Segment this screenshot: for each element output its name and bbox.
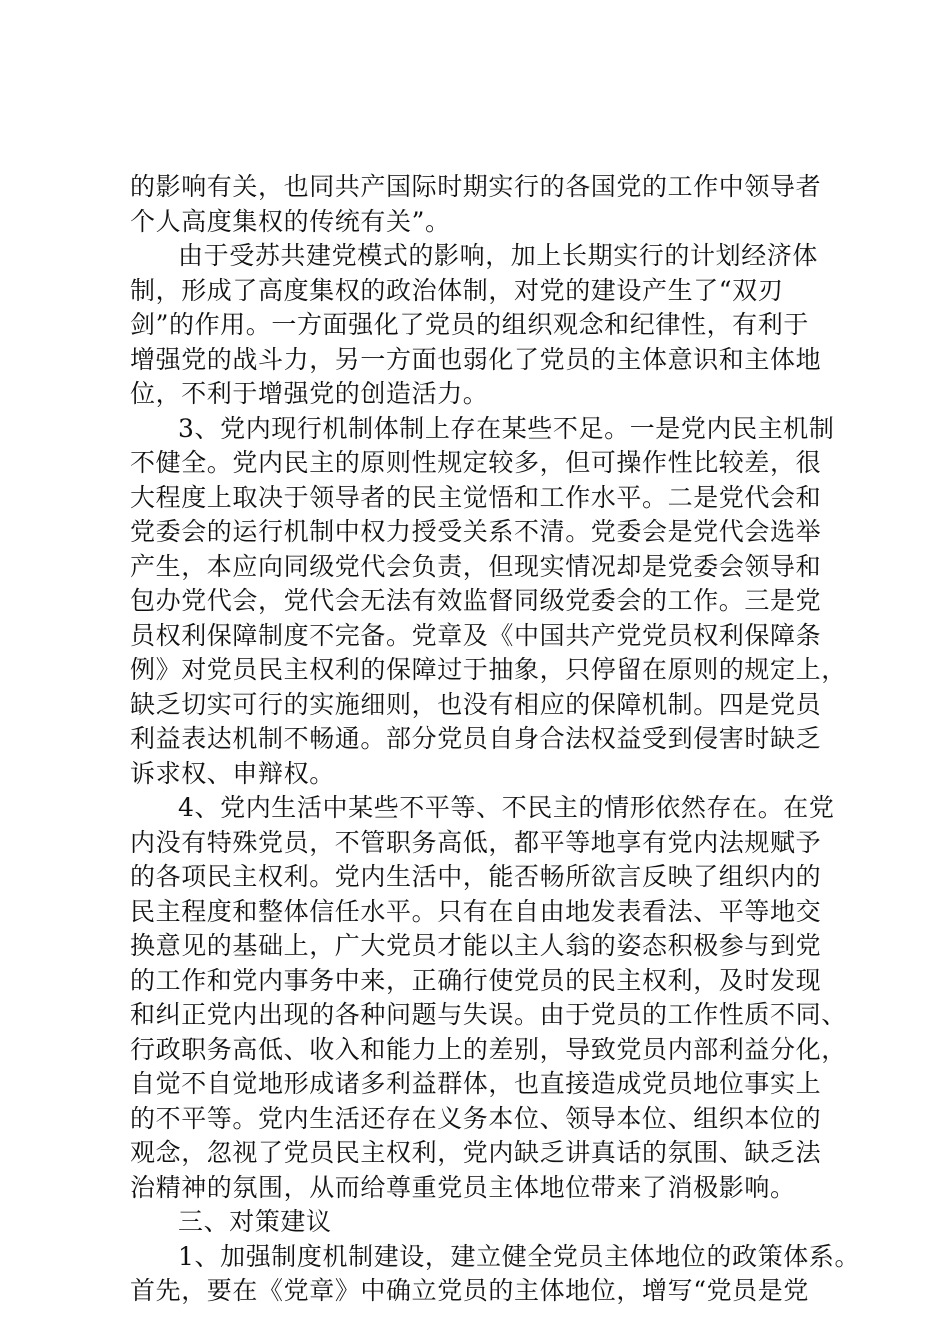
text-line: 位，不利于增强党的创造活力。	[130, 379, 489, 408]
section-heading: 三、对策建议	[178, 1207, 332, 1236]
text-line: 包办党代会，党代会无法有效监督同级党委会的工作。三是党	[130, 586, 822, 615]
text-line: 和纠正党内出现的各种问题与失误。由于党员的工作性质不同、	[130, 1000, 847, 1029]
text-line: 首先，要在《党章》中确立党员的主体地位，增写“党员是党	[130, 1276, 809, 1305]
text-line: 缺乏切实可行的实施细则，也没有相应的保障机制。四是党员	[130, 689, 822, 719]
paragraph-start-line: 由于受苏共建党模式的影响，加上长期实行的计划经济体	[178, 241, 819, 270]
text-line: 不健全。党内民主的原则性规定较多，但可操作性比较差，很	[130, 448, 822, 477]
text-line: 换意见的基础上，广大党员才能以主人翁的姿态积极参与到党	[130, 931, 822, 960]
paragraph-start-line: 3、党内现行机制体制上存在某些不足。一是党内民主机制	[178, 413, 835, 443]
text-line: 诉求权、申辩权。	[130, 758, 335, 788]
text-line: 治精神的氛围，从而给尊重党员主体地位带来了消极影响。	[130, 1172, 796, 1202]
text-line: 的不平等。党内生活还存在义务本位、领导本位、组织本位的	[130, 1103, 822, 1133]
text-line: 大程度上取决于领导者的民主觉悟和工作水平。二是党代会和	[130, 482, 822, 512]
paragraph-start-line: 4、党内生活中某些不平等、不民主的情形依然存在。在党	[178, 793, 835, 822]
text-line: 例》对党员民主权利的保障过于抽象，只停留在原则的规定上，	[130, 655, 847, 684]
text-line: 员权利保障制度不完备。党章及《中国共产党党员权利保障条	[130, 620, 822, 650]
text-line: 增强党的战斗力，另一方面也弱化了党员的主体意识和主体地	[130, 344, 822, 374]
text-line: 的影响有关，也同共产国际时期实行的各国党的工作中领导者	[130, 172, 822, 201]
text-line: 产生，本应向同级党代会负责，但现实情况却是党委会领导和	[130, 551, 822, 581]
text-line: 个人高度集权的传统有关”。	[130, 206, 451, 236]
text-line: 的各项民主权利。党内生活中，能否畅所欲言反映了组织内的	[130, 862, 822, 891]
paragraph-start-line: 1、加强制度机制建设，建立健全党员主体地位的政策体系。	[178, 1241, 861, 1271]
text-line: 内没有特殊党员，不管职务高低，都平等地享有党内法规赋予	[130, 827, 822, 857]
document-body	[130, 170, 861, 1309]
text-line: 利益表达机制不畅通。部分党员自身合法权益受到侵害时缺乏	[130, 724, 822, 753]
text-line: 党委会的运行机制中权力授受关系不清。党委会是党代会选举	[130, 517, 822, 546]
text-line: 行政职务高低、收入和能力上的差别，导致党员内部利益分化，	[130, 1034, 847, 1064]
text-line: 剑”的作用。一方面强化了党员的组织观念和纪律性，有利于	[130, 310, 809, 339]
text-line: 的工作和党内事务中来，正确行使党员的民主权利，及时发现	[130, 965, 822, 995]
text-line: 自觉不自觉地形成诸多利益群体，也直接造成党员地位事实上	[130, 1069, 822, 1098]
text-line: 观念，忽视了党员民主权利，党内缺乏讲真话的氛围、缺乏法	[130, 1138, 822, 1167]
text-line: 民主程度和整体信任水平。只有在自由地发表看法、平等地交	[130, 896, 822, 926]
text-line: 制，形成了高度集权的政治体制，对党的建设产生了“双刃	[130, 275, 784, 305]
